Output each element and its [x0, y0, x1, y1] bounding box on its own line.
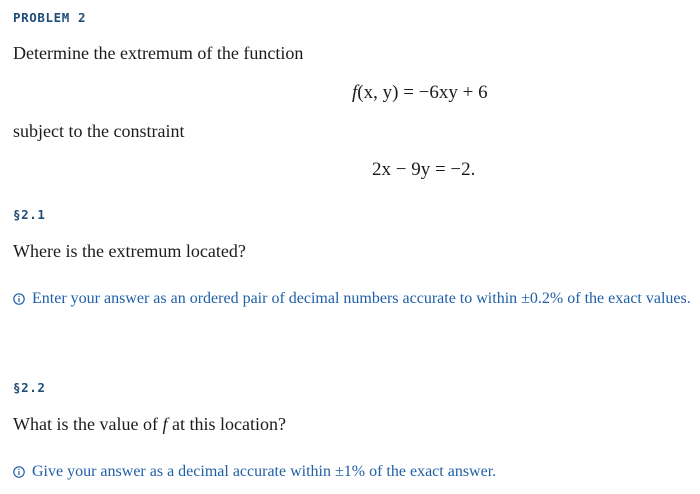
- constraint-intro: subject to the constraint: [13, 121, 185, 141]
- part-1-note: [13, 290, 691, 308]
- function-rhs: = −6xy + 6: [398, 82, 488, 103]
- part-2-note: [13, 463, 496, 481]
- part-2-label: §2.2: [13, 380, 46, 395]
- problem-intro: Determine the extremum of the function: [13, 43, 304, 63]
- part-2-note-text: Give your answer as a decimal accurate within ±1% of the exact answer.: [32, 463, 497, 480]
- info-icon: [13, 466, 25, 478]
- part-2-question-var: f: [162, 414, 168, 434]
- function-equation: [352, 82, 488, 104]
- function-args: (x, y): [357, 82, 399, 103]
- constraint-equation: 2x − 9y = −2.: [372, 159, 476, 180]
- part-1-question: Where is the extremum located?: [13, 241, 246, 261]
- part-2-question-end: at this location?: [167, 414, 286, 434]
- function-name: f: [352, 82, 358, 103]
- problem-heading: PROBLEM 2: [13, 10, 87, 25]
- part-2-question: [13, 414, 286, 435]
- part-1-label: §2.1: [13, 207, 46, 222]
- part-2-question-start: What is the value of: [13, 414, 163, 434]
- info-icon: [13, 293, 25, 305]
- part-1-note-text: Enter your answer as an ordered pair of decimal numbers accurate to within ±0.2% of the exact values.: [32, 290, 691, 307]
